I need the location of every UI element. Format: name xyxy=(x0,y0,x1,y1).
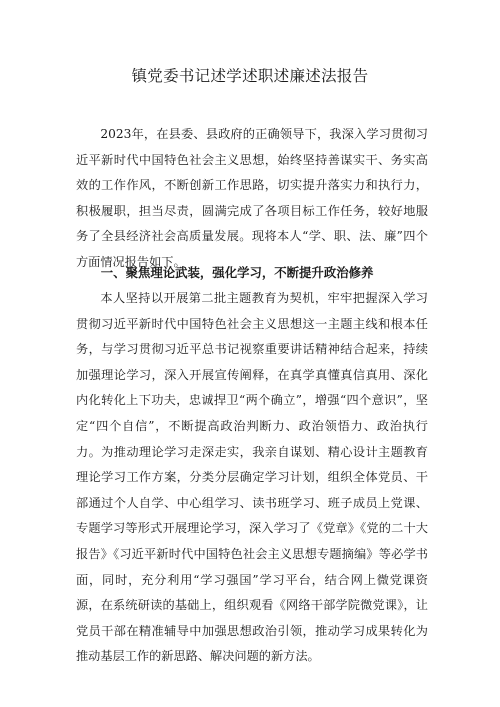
document-title: 镇党委书记述学述职述廉述法报告 xyxy=(131,67,369,85)
section-1-paragraph: 本人坚持以开展第二批主题教育为契机，牢牢把握深入学习贯彻习近平新时代中国特色社会主义思想这一主题主线和根本任务，与学习贯彻习近平总书记视察重要讲话精神结合起来，持续加强理论学习，深入开展宣传阐释，在真学真懂真信真用、深化内化转化上下功夫，忠诚捍卫“两个确立”，增强“四个意识”，坚定“四个自信”，不断提高政治判断力、政治领悟力、政治执行力。为推动理论学习走深走实，我亲自谋划、精心设计主题教育理论学习工作方案，分类分层确定学习计划，组织全体党员、干部通过个人自学、中心组学习、读书班学习、班子成员上党课、专题学习等形式开展理论学习，深入学习了《党章》《党的二十大报告》《习近平新时代中国特色社会主义思想专题摘编》等必学书面，同时，充分利用“学习强国”学习平台，结合网上微党课资源，在系统研读的基础上，组织观看《网络干部学院微党课》，让党员干部在精准辅导中加强思想政治引领，推动学习成果转化为推动基层工作的新思路、解决问题的新方法。 xyxy=(76,291,428,664)
intro-paragraph: 2023年，在县委、县政府的正确领导下，我深入学习贯彻习近平新时代中国特色社会主义思想，始终坚持善谋实干、务实高效的工作作风，不断创新工作思路，切实提升落实力和执行力，积极履职，担当尽责，圆满完成了各项目标工作任务，较好地服务了全县经济社会高质量发展。现将本人“学、职、法、廉”四个方面情况报告如下。 xyxy=(76,127,428,269)
section-1-heading: 一、聚焦理论武装，强化学习，不断提升政治修养 xyxy=(100,265,374,280)
